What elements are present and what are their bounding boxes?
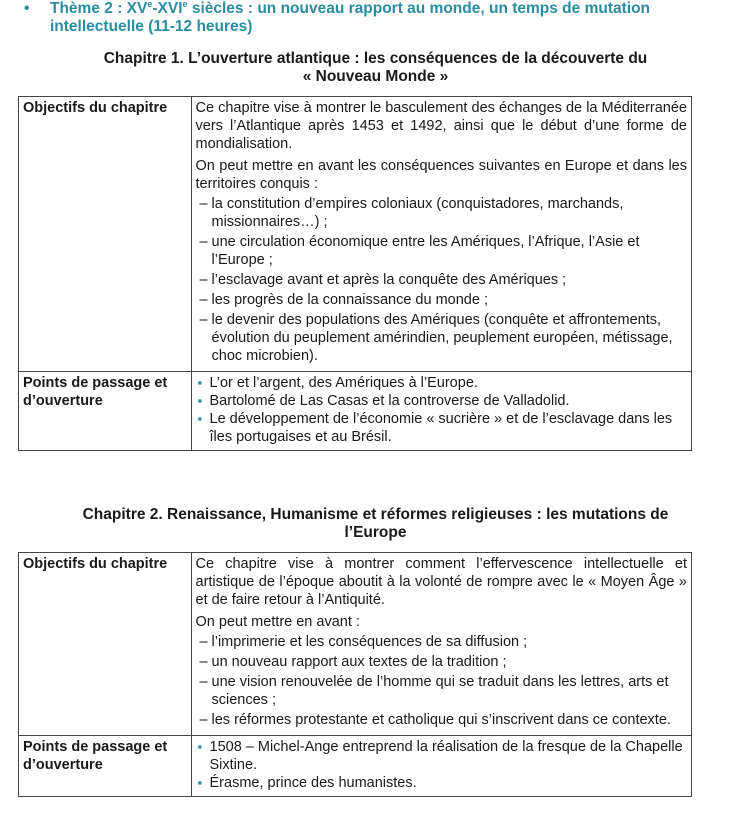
objectives-lead: On peut mettre en avant les conséquences suivantes en Europe et dans les territoires conquis : — [195, 158, 687, 192]
objectives-row — [19, 97, 692, 372]
objectives-lead: On peut mettre en avant : — [195, 614, 360, 630]
chapter1-title: Chapitre 1. L’ouverture atlantique : les conséquences de la découverte du « Nouveau Monde » — [103, 50, 648, 85]
list-item: – la constitution d’empires coloniaux (conquistadores, marchands, missionnaires…) ; — [196, 195, 688, 231]
list-item: – une circulation économique entre les Amériques, l’Afrique, l’Asie et l’Europe ; — [196, 233, 688, 269]
chapter1-table — [18, 96, 692, 451]
chapter2-table — [18, 552, 692, 797]
list-item: ▪ Érasme, prince des humanistes. — [196, 774, 688, 792]
points-content — [191, 736, 692, 797]
list-item: ▪ Le développement de l’économie « sucrière » et de l’esclavage dans les îles portugaises et au Brésil. — [196, 410, 688, 446]
objectives-list — [196, 195, 688, 365]
list-item: – l’imprimerie et les conséquences de sa diffusion ; — [196, 633, 688, 651]
objectives-intro: Ce chapitre vise à montrer le basculement des échanges de la Méditerranée vers l’Atlantique après 1453 et 1492, ainsi que le début d’une forme de mondialisation. — [195, 100, 687, 152]
bullet-icon: • — [24, 0, 30, 17]
list-item: – l’esclavage avant et après la conquête des Amériques ; — [196, 271, 688, 289]
chapter2-title: Chapitre 2. Renaissance, Humanisme et réformes religieuses : les mutations de l’Europe — [82, 506, 669, 541]
list-item: – les réformes protestante et catholique qui s’inscrivent dans ce contexte. — [196, 711, 688, 729]
objectives-list — [196, 633, 688, 729]
list-item: ▪ Bartolomé de Las Casas et la controverse de Valladolid. — [196, 392, 688, 410]
objectives-intro: Ce chapitre vise à montrer comment l’effervescence intellectuelle et artistique de l’époque aboutit à la volonté de rompre avec le « Moyen Âge » et de faire retour à l’Antiquité. — [195, 556, 687, 608]
objectives-label: Objectifs du chapitre — [19, 553, 192, 736]
objectives-label: Objectifs du chapitre — [19, 97, 192, 372]
objectives-row — [19, 553, 692, 736]
points-label: Points de passage et d’ouverture — [19, 372, 192, 451]
points-content — [191, 372, 692, 451]
points-row — [19, 736, 692, 797]
points-label: Points de passage et d’ouverture — [19, 736, 192, 797]
list-item: ▪ 1508 – Michel-Ange entreprend la réalisation de la fresque de la Chapelle Sixtine. — [196, 738, 688, 774]
list-item: – un nouveau rapport aux textes de la tradition ; — [196, 653, 688, 671]
theme-heading — [24, 0, 724, 36]
points-row — [19, 372, 692, 451]
theme-title: Thème 2 : XVe-XVIe siècles : un nouveau rapport au monde, un temps de mutation intellectuelle (11-12 heures) — [50, 0, 651, 35]
objectives-content — [191, 97, 692, 372]
points-list — [196, 374, 688, 446]
points-list — [196, 738, 688, 792]
list-item: – une vision renouvelée de l’homme qui se traduit dans les lettres, arts et sciences ; — [196, 673, 688, 709]
list-item: ▪ L’or et l’argent, des Amériques à l’Europe. — [196, 374, 688, 392]
objectives-content — [191, 553, 692, 736]
list-item: – les progrès de la connaissance du monde ; — [196, 291, 688, 309]
list-item: – le devenir des populations des Amériques (conquête et affrontements, évolution du peuplement amérindien, peuplement européen, métissage, choc microbien). — [196, 311, 688, 365]
